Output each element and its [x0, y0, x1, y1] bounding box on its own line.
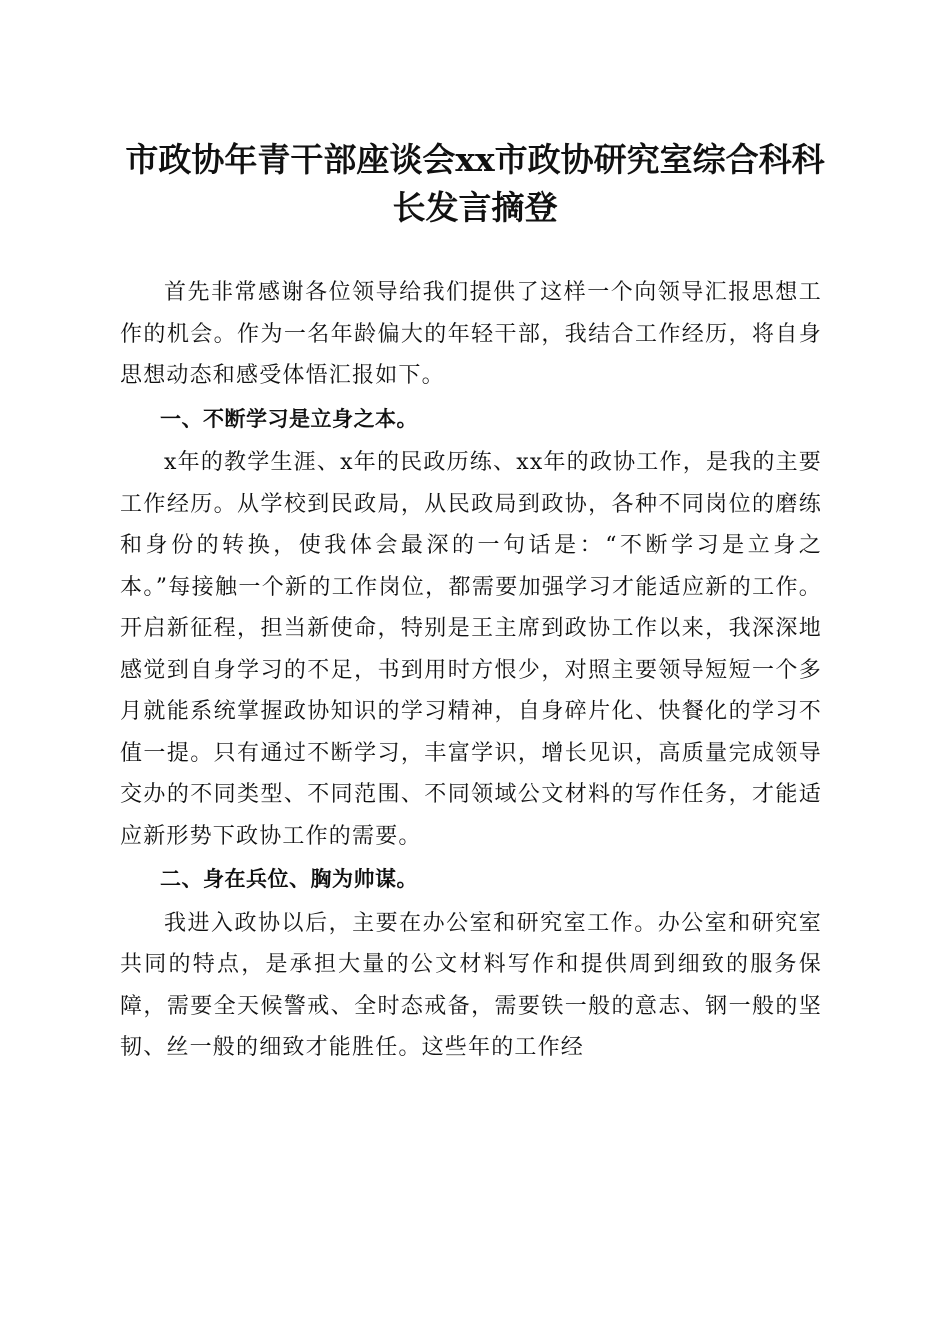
document-title: 市政协年青干部座谈会xx市政协研究室综合科科长发言摘登: [125, 140, 825, 227]
section-heading-1: 一、不断学习是立身之本。: [160, 406, 418, 431]
section-1-paragraph: x年的教学生涯、x年的民政历练、xx年的政协工作，是我的主要工作经历。从学校到民政局，从民政局到政协，各种不同岗位的磨练和身份的转换，使我体会最深的一句话是：“不断学习是立身之本。”每接触一个新的工作岗位，都需要加强学习才能适应新的工作。开启新征程，担当新使命，特别是王主席到政协工作以来，我深深地感觉到自身学习的不足，书到用时方恨少，对照主要领导短短一个多月就能系统掌握政协知识的学习精神，自身碎片化、快餐化的学习不值一提。只有通过不断学习，丰富学识，增长见识，高质量完成领导交办的不同类型、不同范围、不同领域公文材料的写作任务，才能适应新形势下政协工作的需要。: [120, 450, 822, 849]
section-2-paragraph: 我进入政协以后，主要在办公室和研究室工作。办公室和研究室共同的特点，是承担大量的公文材料写作和提供周到细致的服务保障，需要全天候警戒、全时态戒备，需要铁一般的意志、钢一般的坚韧、丝一般的细致才能胜任。这些年的工作经: [120, 910, 822, 1060]
document-body: [120, 272, 822, 1069]
intro-paragraph: 首先非常感谢各位领导给我们提供了这样一个向领导汇报思想工作的机会。作为一名年龄偏大的年轻干部，我结合工作经历，将自身思想动态和感受体悟汇报如下。: [120, 280, 822, 388]
section-heading-2: 二、身在兵位、胸为帅谋。: [160, 867, 418, 891]
